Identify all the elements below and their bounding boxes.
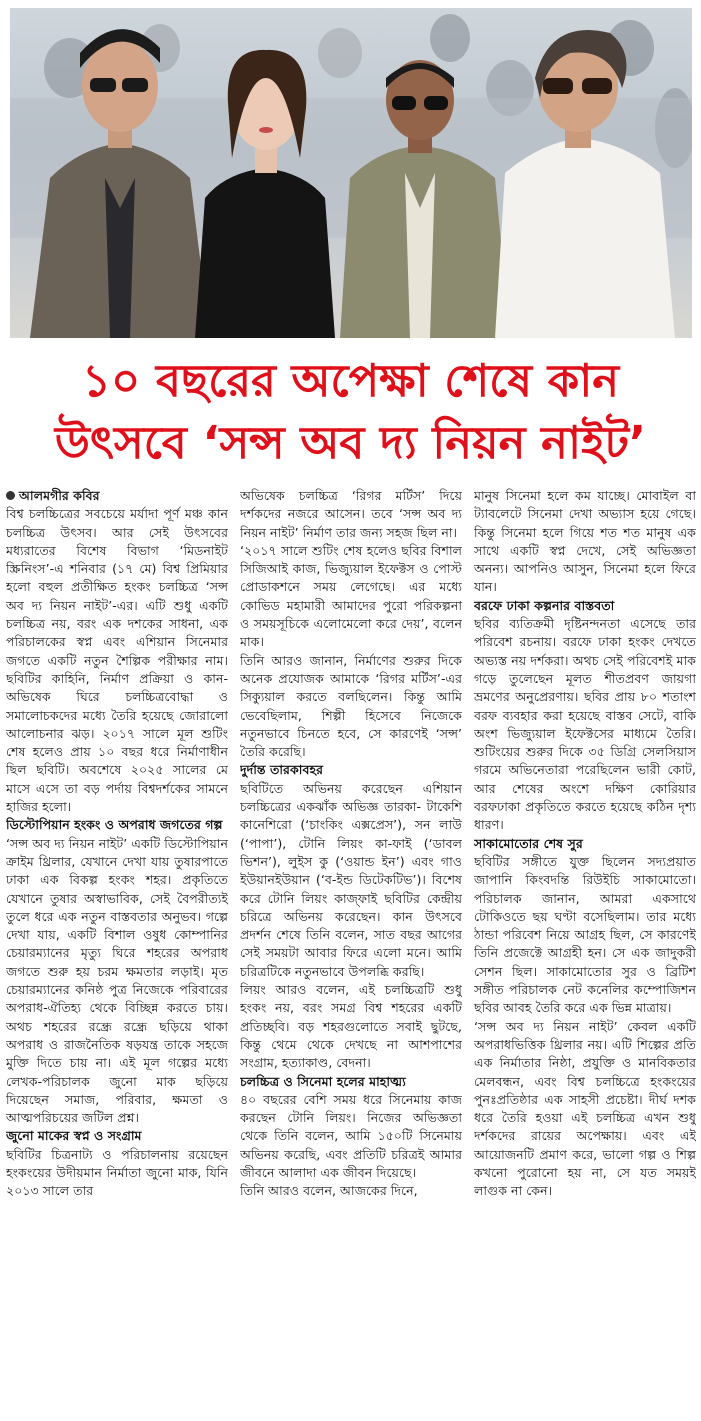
section-heading: বরফে ঢাকা কল্পনার বাস্তবতা [474, 597, 615, 613]
paragraph: অভিষেক চলচ্চিত্র ‘রিগর মর্টিস’ দিয়ে দর্শকদের নজরে আসেন। তবে ‘সন্স অব দ্য নিয়ন নাইট’ নির্মাণ তার জন্য সহজ ছিল না। [240, 488, 462, 540]
headline-line-1: ১০ বছরের অপেক্ষা শেষে কান [81, 354, 620, 407]
paragraph: মানুষ সিনেমা হলে কম যাচ্ছে। মোবাইল বা ট্যাবলেটে সিনেমা দেখা অভ্যাস হয়ে গেছে। কিন্তু সিনেমা হলে গিয়ে শত শত মানুষ এক সাথে একটি স্বপ্ন দেখে, সেই অভিজ্ঞতা অনন্য। আপনিও আসুন, সিনেমা হলে ফিরে যান। [474, 488, 696, 595]
article-column-1 [6, 487, 228, 1412]
paragraph: ছবিটিতে অভিনয় করেছেন এশিয়ান চলচ্চিত্রের একঝাঁক অভিজ্ঞ তারকা- টাকেশি কানেশিরো (‘চাংকিং এক্সপ্রেস’), সন লাউ (‘পাপা’), টোনি লিয়ং কা-ফাই (‘ডাবল ভিশন’), লুইস কু (‘ওয়ান্ড ইন’) এবং গাও ইউয়ানইউয়ান (‘ব-ইন্ড ডিটেকটিভ’)। বিশেষ করে টোনি লিয়ং কাজ্ফাই ছবিটির কেন্দ্রীয় চরিত্রে অভিনয় করেছেন। কান উৎসবে প্রদর্শন শেষে তিনি বলেন, সাত বছর আগের সেই সময়টা আবার ফিরে এলো মনে। আমি চরিত্রটিকে নতুনভাবে উপলব্ধি করছি। [240, 780, 462, 979]
paragraph: লিয়ং আরও বলেন, এই চলচ্চিত্রটি শুধু হংকং নয়, বরং সমগ্র বিশ্ব শহরের একটি প্রতিচ্ছবি। বড় শহরগুলোতে সবাই ছুটছে, কিন্তু থেমে থেকে দেখছে না আশপাশের সংগ্রাম, হত্যাকাণ্ড, বেদনা। [240, 982, 462, 1071]
paragraph: ৪০ বছরের বেশি সময় ধরে সিনেমায় কাজ করছেন টোনি লিয়ং। নিজের অভিজ্ঞতা থেকে তিনি বলেন, আমি ১৫০টি সিনেমায় অভিনয় করেছি, এবং প্রতিটি চরিত্রই আমার জীবনে আলাদা এক জীবন দিয়েছে। [240, 1091, 462, 1180]
byline-author: আলমগীর কবির [19, 488, 100, 503]
paragraph: ছবির ব্যতিক্রমী দৃষ্টিনন্দনতা এসেছে তার পরিবেশ রচনায়। বরফে ঢাকা হংকং দেখতে অভ্যস্ত নয় দর্শকরা। অথচ সেই পরিবেশই মাক গড়ে তুলেছেন মূলত শীতপ্রবণ জায়গা ভ্রমণের অনুপ্রেরণায়। ছবির প্রায় ৮০ শতাংশ বরফ ব্যবহার করা হয়েছে বাস্তব সেটে, বাকি অংশ ভিজ্যুয়াল ইফেক্টসের মাধ্যমে তৈরি। শুটিংয়ের শুরুর দিকে ৩৫ ডিগ্রি সেলসিয়াস গরমে অভিনেতারা পরেছিলেন ভারী কোট, আর শেষের অংশে দক্ষিণ কোরিয়ার বরফঢাকা প্রকৃতিতে করতে হয়েছে কঠিন দৃশ্য ধারণ। [474, 616, 696, 833]
section-heading: সাকামোতোর শেষ সুর [474, 835, 583, 851]
section-heading: ডিস্টোপিয়ান হংকং ও অপরাধ জগতের গল্প [6, 817, 223, 833]
section-heading: দুর্দান্ত তারকাবহর [240, 762, 323, 778]
article-column-2 [240, 487, 462, 1412]
paragraph: ‘সন্স অব দ্য নিয়ন নাইট’ কেবল একটি অপরাধভিত্তিক থ্রিলার নয়। এটি শিল্পের প্রতি এক নির্মাতার নিষ্ঠা, প্রযুক্তি ও মানবিকতার মেলবন্ধন, এবং বিশ্ব চলচ্চিত্রে হংকংয়ের পুনঃপ্রতিষ্ঠার এক সাহসী প্রচেষ্টা। দীর্ঘ দশক ধরে তৈরি হওয়া এই চলচ্চিত্র এখন শুধু দর্শকদের রায়ের অপেক্ষায়। এবং এই আয়োজনটি প্রমাণ করে, ভালো গল্প ও শিল্প কখনো পুরোনো হয় না, সে যত সময়ই লাগুক না কেন। [474, 1018, 696, 1199]
article-column-3 [474, 487, 696, 1412]
article-photo [10, 8, 692, 338]
section-heading: চলচ্চিত্র ও সিনেমা হলের মাহাত্ম্য [240, 1073, 406, 1089]
headline-line-2: উৎসবে ‘সন্স অব দ্য নিয়ন নাইট’ [54, 416, 647, 469]
paragraph: তিনি আরও বলেন, আজকের দিনে, [240, 1183, 418, 1199]
photo-people-icon [10, 8, 692, 338]
bullet-icon [6, 491, 15, 500]
paragraph: ‘সন্স অব দ্য নিয়ন নাইট’ একটি ডিস্টোপিয়ান ক্রাইম থ্রিলার, যেখানে দেখা যায় তুষারপাতে ঢাকা এক বিকল্প হংকং শহর। প্রকৃতিতে যেখানে তুষার অস্বাভাবিক, সেই বৈপরীত্যই তুলে ধরে এক নতুন বাস্তবতার অনুভব। গল্পে দেখা যায়, একটি বিশাল ওষুধ কোম্পানির চেয়ারম্যানের মৃত্যু ঘিরে শহরের অপরাধ জগতে শুরু হয় চরম ক্ষমতার লড়াই। মৃত চেয়ারম্যানের কনিষ্ঠ পুত্র নিজেকে পরিবারের অপরাধ-ঐতিহ্য থেকে বিচ্ছিন্ন করতে চায়। অথচ শহরের রন্ধ্রে রন্ধ্রে ছড়িয়ে থাকা অপরাধ ও রাজনৈতিক ষড়যন্ত্র তাকে সহজে মুক্তি দিতে চায় না। এই মূল গল্পের মধ্যে লেখক-পরিচালক জুনো মাক ছড়িয়ে দিয়েছেন সমাজ, পরিবার, ক্ষমতা ও আত্মপরিচয়ের জটিল প্রশ্ন। [6, 835, 228, 1126]
headline [0, 350, 701, 474]
paragraph: তিনি আরও জানান, নির্মাণের শুরুর দিকে অনেক প্রযোজক আমাকে ‘রিগর মর্টিস’-এর সিক্যুয়াল করতে বলছিলেন। কিন্তু আমি ভেবেছিলাম, শিল্পী হিসেবে নিজেকে নতুনভাবে চিনতে হবে, সে কারণেই ‘সন্স’ তৈরি করেছি। [240, 652, 462, 760]
section-heading: জুনো মাকের স্বপ্ন ও সংগ্রাম [6, 1128, 142, 1144]
paragraph: ছবিটির চিত্রনাট্য ও পরিচালনায় রয়েছেন হংকংয়ের উদীয়মান নির্মাতা জুনো মাক, যিনি ২০১৩ সালে তার [6, 1146, 228, 1199]
byline [6, 487, 228, 505]
paragraph: বিশ্ব চলচ্চিত্রের সবচেয়ে মর্যাদা পূর্ণ মঞ্চ কান চলচ্চিত্র উৎসব। আর সেই উৎসবের মধ্যরাতের বিশেষ বিভাগ ‘মিডনাইট স্ক্রিনিংস’-এ শনিবার (১৭ মে) বিশ্ব প্রিমিয়ার হলো বহুল প্রতীক্ষিত হংকং চলচ্চিত্র ‘সন্স অব দ্য নিয়ন নাইট’-এর। এটি শুধু একটি চলচ্চিত্র নয়, বরং এক দশকের সাধনা, এক পরিচালকের স্বপ্ন এবং এশিয়ান সিনেমার জগতে একটি নতুন শৈল্পিক পরীক্ষার নাম। ছবিটির কাহিনি, নির্মাণ প্রক্রিয়া ও কান-অভিষেক ঘিরে চলচ্চিত্রবোদ্ধা ও সমালোচকদের মধ্যে তৈরি হয়েছে জোরালো আলোচনার ঝড়। ২০১৭ সালে মূল শুটিং শেষ হলেও প্রায় ১০ বছর ধরে নির্মাণাধীন ছিল ছবিটি। অবশেষে ২০২৫ সালের মে মাসে এসে তা বড় পর্দায় বিশ্বদর্শকের সামনে হাজির হলো। [6, 506, 228, 815]
paragraph: ‘২০১৭ সালে শুটিং শেষ হলেও ছবির বিশাল সিজিআই কাজ, ভিজ্যুয়াল ইফেক্টস ও পোস্ট প্রোডাকশনে সময় লেগেছে। এর মধ্যে কোভিড মহামারী আমাদের পুরো পরিকল্পনা ও সময়সূচিকে এলোমেলো করে দেয়’, বলেন মাক। [240, 542, 462, 650]
paragraph: ছবিটির সঙ্গীতে যুক্ত ছিলেন সদ্যপ্রয়াত জাপানি কিংবদন্তি রিউইচি সাকামোতো। পরিচালক জানান, আমরা একসাথে টোকিওতে ছয় ঘণ্টা বসেছিলাম। তার মধ্যে ঠান্ডা পরিবেশ নিয়ে আগ্রহ ছিল, সে কারণেই তিনি প্রজেক্টে আগ্রহী হন। সে এক জাদুকরী সেশন ছিল। সাকামোতোর সুর ও ব্রিটিশ সঙ্গীত পরিচালক নেট কনেলির কম্পোজিশন ছবির আবহ তৈরি করে এক ভিন্ন মাত্রায়। [474, 853, 696, 1016]
